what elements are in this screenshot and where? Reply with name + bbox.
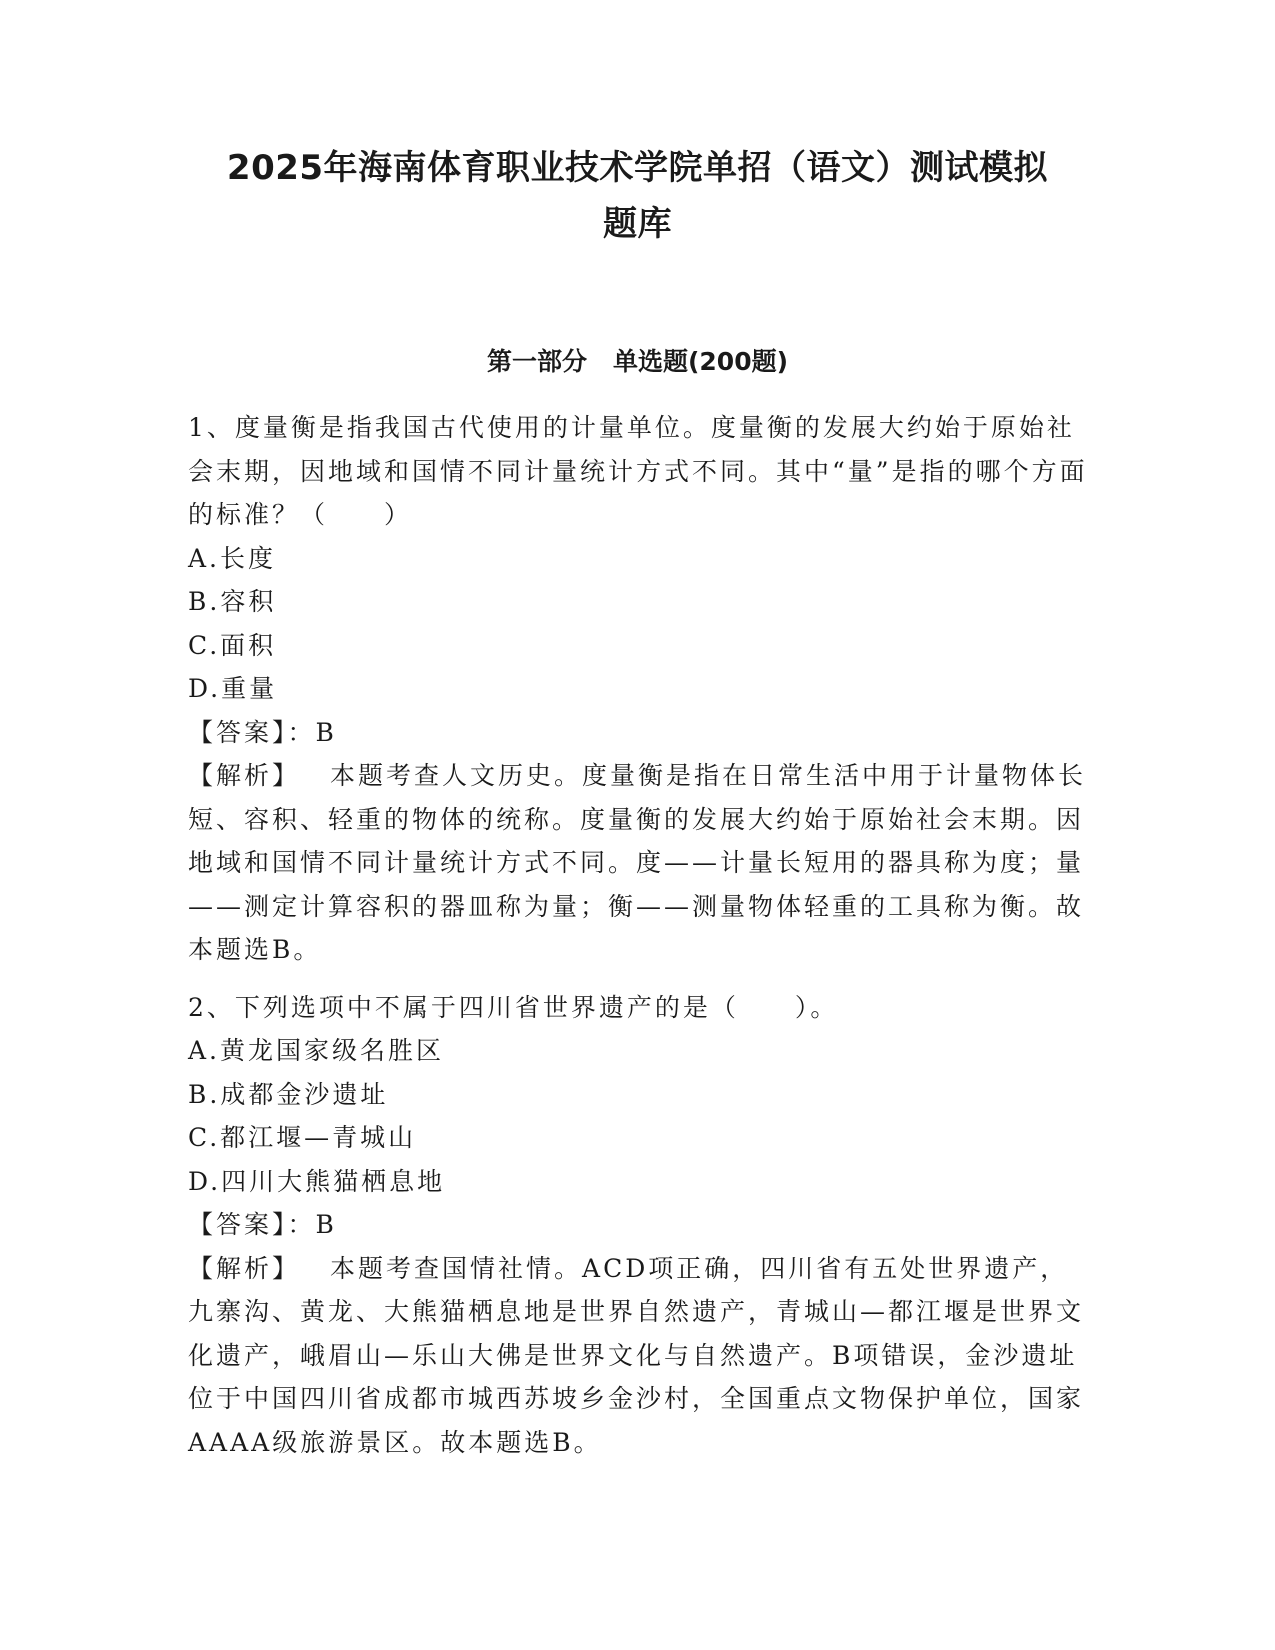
option-c: C.面积 [188,630,277,660]
document-title-line-2: 题库 [603,204,672,244]
option-c: C.都江堰—青城山 [188,1123,417,1152]
answer-line [188,711,1088,755]
option-b: B.成都金沙遗址 [188,1079,389,1109]
question-stem: 1、度量衡是指我国古代使用的计量单位。度量衡的发展大约始于原始社会末期，因地域和国情不同计量统计方式不同。其中“量”是指的哪个方面的标准？（ ） [188,413,1088,529]
question-2 [188,986,1088,1465]
option-a: A.长度 [188,543,277,573]
section-part: 第一部分 [486,347,587,376]
answer-label: 【答案】： [188,717,316,747]
answer-line [188,1203,1088,1247]
analysis-paragraph [188,754,1088,972]
answer-label: 【答案】： [188,1210,316,1239]
question-1 [188,406,1088,972]
question-list [188,406,1088,1478]
document-title-line-1: 2025年海南体育职业技术学院单招（语文）测试模拟 [226,148,1049,188]
document-title [160,140,1115,252]
analysis-label: 【解析】 [188,1253,301,1283]
analysis-label: 【解析】 [188,761,301,790]
option-d: D.四川大熊猫栖息地 [188,1166,446,1196]
answer-value: B [315,717,337,747]
option-a: A.黄龙国家级名胜区 [188,1036,445,1065]
question-stem: 2、下列选项中不属于四川省世界遗产的是（ ）。 [188,992,839,1022]
option-d: D.重量 [188,674,278,703]
option-b: B.容积 [188,587,277,616]
analysis-text: 本题考查人文历史。度量衡是指在日常生活中用于计量物体长短、容积、轻重的物体的统称。度量衡的发展大约始于原始社会末期。因地域和国情不同计量统计方式不同。度——计量长短用的器具称为度；量——测定计算容积的器皿称为量；衡——测量物体轻重的工具称为衡。故本题选B。 [188,761,1087,964]
analysis-paragraph [188,1247,1088,1465]
answer-value: B [315,1210,337,1239]
analysis-text: 本题考查国情社情。ACD项正确，四川省有五处世界遗产，九寨沟、黄龙、大熊猫栖息地是世界自然遗产，青城山—都江堰是世界文化遗产，峨眉山—乐山大佛是世界文化与自然遗产。B项错误，金沙遗址位于中国四川省成都市城西苏坡乡金沙村，全国重点文物保护单位，国家AAAA级旅游景区。故本题选B。 [188,1253,1085,1457]
section-name: 单选题(200题) [612,347,789,376]
section-heading [160,342,1115,382]
